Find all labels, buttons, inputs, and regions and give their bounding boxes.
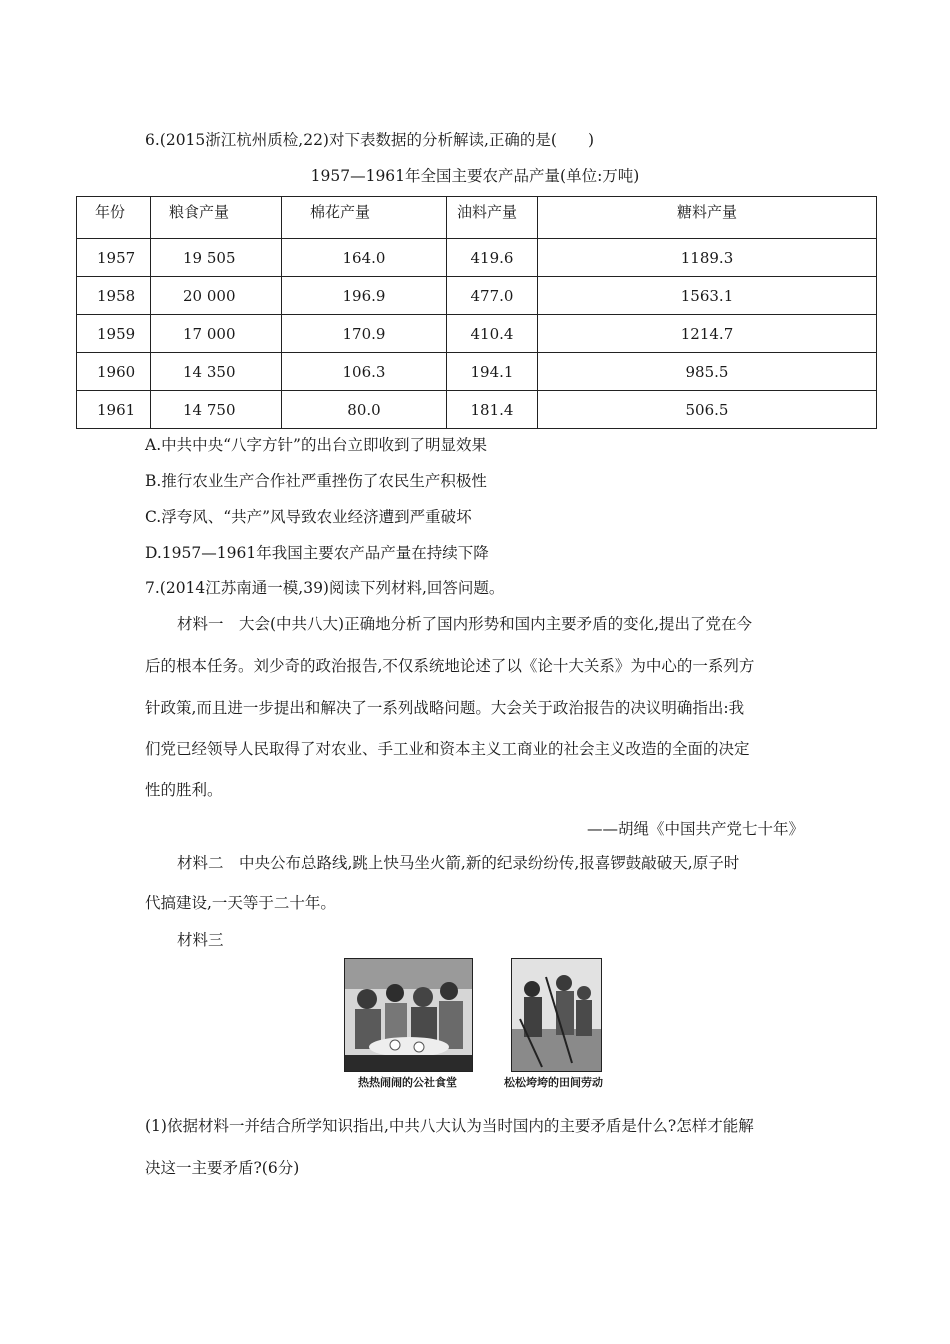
material-3-photos — [344, 958, 604, 1090]
sub-question-1-line: (1)依据材料一并结合所学知识指出,中共八大认为当时国内的主要矛盾是什么?怎样才能解 — [145, 1117, 754, 1135]
option-b: B.推行农业生产合作社严重挫伤了农民生产积极性 — [145, 472, 487, 490]
cell-year: 1958 — [77, 277, 151, 315]
cell-grain: 14 750 — [151, 391, 282, 429]
header-year: 年份 — [77, 197, 151, 239]
cell-sugar: 506.5 — [538, 391, 877, 429]
cell-oil: 410.4 — [447, 315, 538, 353]
table-row — [77, 315, 877, 353]
material-1-line: 们党已经领导人民取得了对农业、手工业和资本主义工商业的社会主义改造的全面的决定 — [145, 740, 750, 758]
cell-year: 1959 — [77, 315, 151, 353]
material-1-source: ——胡绳《中国共产党七十年》 — [586, 820, 804, 838]
cell-cotton: 196.9 — [282, 277, 447, 315]
table-row — [77, 391, 877, 429]
cell-year: 1960 — [77, 353, 151, 391]
table-row — [77, 277, 877, 315]
table-header-row — [77, 197, 877, 239]
cell-grain: 14 350 — [151, 353, 282, 391]
cell-oil: 194.1 — [447, 353, 538, 391]
sub-question-1-line: 决这一主要矛盾?(6分) — [145, 1159, 300, 1177]
material-2-line: 材料二 中央公布总路线,跳上快马坐火箭,新的纪录纷纷传,报喜锣鼓敲破天,原子时 — [177, 854, 740, 872]
header-sugar: 糖料产量 — [538, 197, 877, 239]
cell-cotton: 80.0 — [282, 391, 447, 429]
material-2-line: 代搞建设,一天等于二十年。 — [145, 894, 336, 912]
material-3-label: 材料三 — [177, 931, 224, 949]
cell-year: 1957 — [77, 239, 151, 277]
table-row — [77, 353, 877, 391]
production-table — [76, 196, 877, 429]
cell-cotton: 164.0 — [282, 239, 447, 277]
cell-sugar: 985.5 — [538, 353, 877, 391]
material-1-line: 材料一 大会(中共八大)正确地分析了国内形势和国内主要矛盾的变化,提出了党在今 — [177, 615, 753, 633]
cell-oil: 477.0 — [447, 277, 538, 315]
option-a: A.中共中央“八字方针”的出台立即收到了明显效果 — [145, 436, 487, 454]
field-labor-photo — [511, 958, 602, 1072]
question-6-stem: 6.(2015浙江杭州质检,22)对下表数据的分析解读,正确的是( ) — [145, 131, 595, 149]
cell-year: 1961 — [77, 391, 151, 429]
photo-caption-field: 松松垮垮的田间劳动 — [504, 1076, 603, 1089]
material-1-line: 针政策,而且进一步提出和解决了一系列战略问题。大会关于政治报告的决议明确指出:我 — [145, 699, 745, 717]
table-caption: 1957—1961年全国主要农产品产量(单位:万吨) — [310, 167, 640, 185]
cell-cotton: 170.9 — [282, 315, 447, 353]
cell-oil: 419.6 — [447, 239, 538, 277]
material-1-line: 后的根本任务。刘少奇的政治报告,不仅系统地论述了以《论十大关系》为中心的一系列方 — [145, 657, 755, 675]
cell-grain: 19 505 — [151, 239, 282, 277]
option-d: D.1957—1961年我国主要农产品产量在持续下降 — [145, 544, 489, 562]
commune-canteen-photo — [344, 958, 473, 1072]
cell-grain: 17 000 — [151, 315, 282, 353]
cell-sugar: 1189.3 — [538, 239, 877, 277]
cell-grain: 20 000 — [151, 277, 282, 315]
header-grain: 粮食产量 — [151, 197, 282, 239]
cell-sugar: 1563.1 — [538, 277, 877, 315]
header-oil: 油料产量 — [447, 197, 538, 239]
question-7-stem: 7.(2014江苏南通一模,39)阅读下列材料,回答问题。 — [145, 579, 505, 597]
header-cotton: 棉花产量 — [282, 197, 447, 239]
photo-caption-canteen: 热热闹闹的公社食堂 — [358, 1076, 457, 1089]
table-row — [77, 239, 877, 277]
material-1-line: 性的胜利。 — [145, 781, 223, 799]
cell-sugar: 1214.7 — [538, 315, 877, 353]
option-c: C.浮夸风、“共产”风导致农业经济遭到严重破坏 — [145, 508, 472, 526]
cell-cotton: 106.3 — [282, 353, 447, 391]
cell-oil: 181.4 — [447, 391, 538, 429]
